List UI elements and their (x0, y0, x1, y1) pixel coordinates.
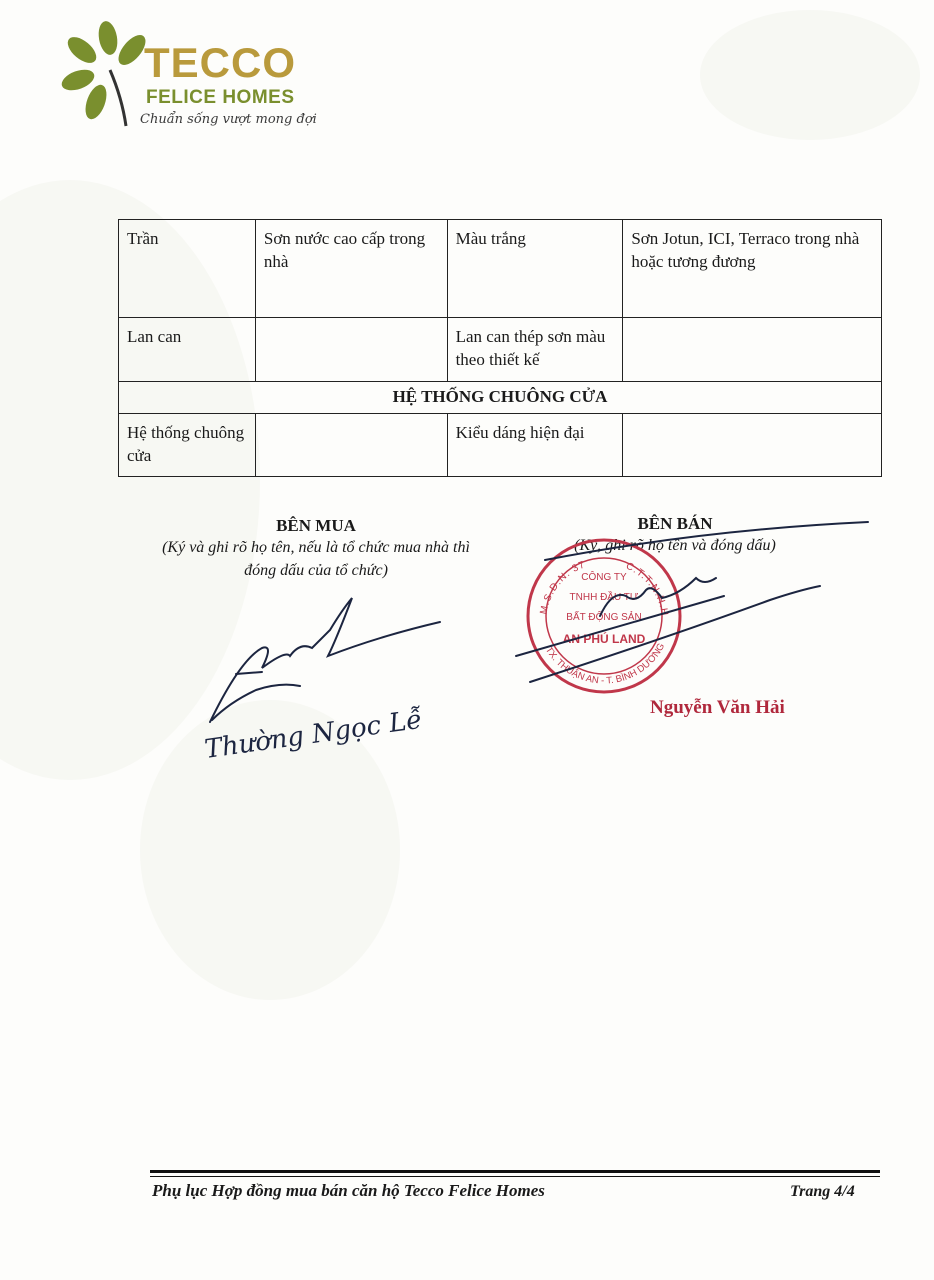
section-title: HỆ THỐNG CHUÔNG CỬA (119, 382, 882, 414)
seller-signature (516, 522, 868, 682)
stamp-line: TNHH ĐẦU TƯ (569, 592, 639, 603)
buyer-signature (210, 598, 440, 722)
logo-subtitle: FELICE HOMES (146, 87, 295, 108)
logo-tagline: Chuẩn sống vượt mong đợi (140, 112, 317, 127)
seller-title: BÊN BÁN (637, 514, 713, 533)
table-cell: Trần (119, 220, 256, 318)
stamp-line: CÔNG TY (581, 572, 627, 583)
stamp-ring-bottom: TX. THUẬN AN - T. BÌNH DƯƠNG (542, 641, 668, 687)
table-cell: Hệ thống chuông cửa (119, 413, 256, 476)
table-cell: Lan can thép sơn màu theo thiết kế (447, 318, 623, 382)
logo-title: TECCO (144, 39, 296, 86)
seller-name: Nguyễn Văn Hải (650, 697, 785, 718)
buyer-title: BÊN MUA (276, 516, 356, 535)
table-cell: Lan can (119, 318, 256, 382)
stamp-ring-right: C.T.T.N.H.H (624, 560, 670, 618)
table-cell: Sơn Jotun, ICI, Terraco trong nhà hoặc tương đương (623, 220, 882, 318)
footer-page-number: Trang 4/4 (790, 1183, 855, 1200)
footer-rule (150, 1170, 880, 1173)
stamp-line: AN PHÚ LAND (562, 632, 646, 646)
footer-rule (150, 1176, 880, 1177)
seller-note: (Ký, ghi rõ họ tên và đóng dấu) (574, 537, 776, 554)
table-cell: Kiểu dáng hiện đại (447, 413, 623, 476)
buyer-handwritten-name: Thường Ngọc Lễ (202, 704, 425, 765)
buyer-note: (Ký và ghi rõ họ tên, nếu là tổ chức mua nhà thì đóng dấu của tổ chức) (162, 539, 470, 580)
table-cell: Sơn nước cao cấp trong nhà (255, 220, 447, 318)
stamp-ring-top: M.S.D.N: 37 (538, 559, 588, 616)
stamp-line: BẤT ĐỘNG SẢN (566, 612, 642, 623)
table-cell: Màu trắng (447, 220, 623, 318)
footer-document-title: Phụ lục Hợp đồng mua bán căn hộ Tecco Felice Homes (152, 1181, 545, 1200)
